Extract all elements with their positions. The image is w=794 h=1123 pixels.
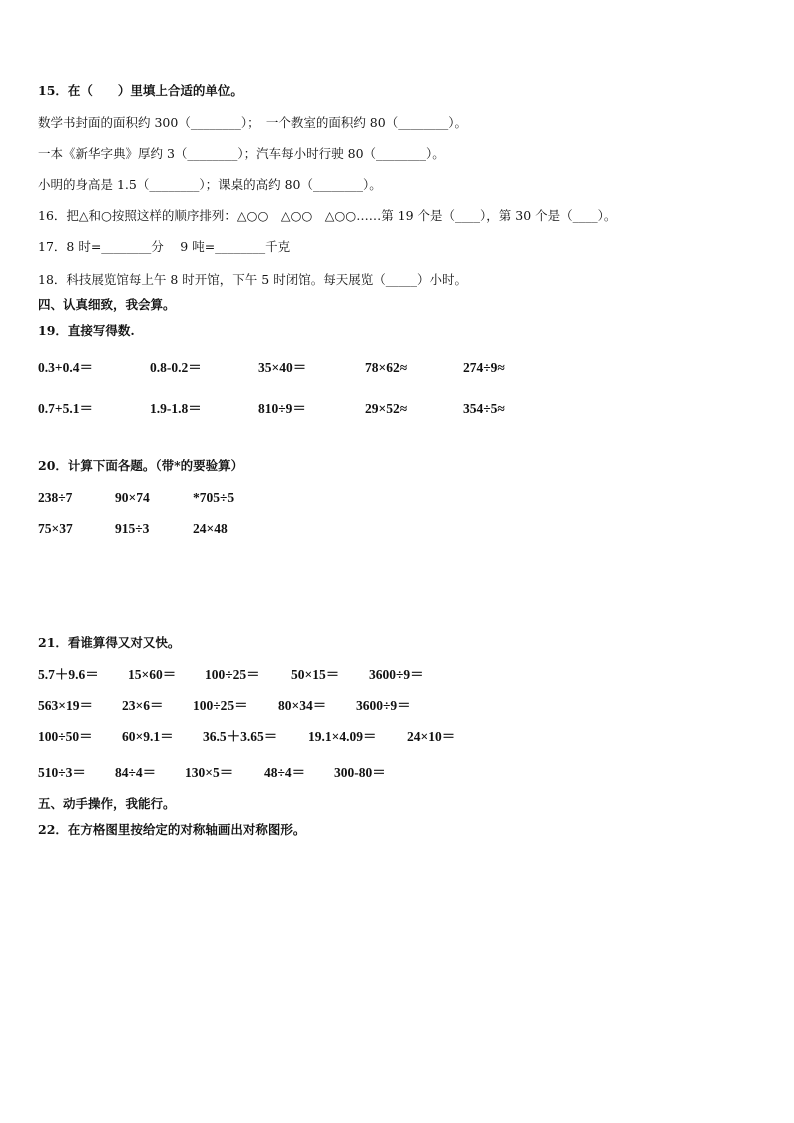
q15-line-1: 数学书封面的面积约 300（________）； 一个教室的面积约 80（________）。 — [38, 115, 467, 130]
q20-item: 915÷3 — [115, 521, 150, 536]
q21-item: 36.5＋3.65＝ — [203, 729, 278, 744]
q21-item: 80×34＝ — [278, 698, 327, 713]
q16-text: 16．把△和○按照这样的顺序排列：△○○ △○○ △○○……第 19 个是（____），第 30 个是（____）。 — [38, 208, 617, 223]
q21-item: 15×60＝ — [128, 667, 177, 682]
q21-item: 100÷25＝ — [205, 667, 260, 682]
q21-item: 5.7＋9.6＝ — [38, 667, 99, 682]
q21-item: 563×19＝ — [38, 698, 93, 713]
q19-item: 0.3+0.4＝ — [38, 360, 93, 375]
q19-item: 0.8-0.2＝ — [150, 360, 202, 375]
q21-item: 3600÷9＝ — [369, 667, 424, 682]
q15-line-3: 小明的身高是 1.5（________）；课桌的高约 80（________）。 — [38, 177, 382, 192]
q15-line-2: 一本《新华字典》厚约 3（________）；汽车每小时行驶 80（________）。 — [38, 146, 445, 161]
q15-title: 15．在（ ）里填上合适的单位。 — [38, 83, 243, 98]
q21-item: 130×5＝ — [185, 765, 234, 780]
q21-item: 60×9.1＝ — [122, 729, 174, 744]
q19-item: 1.9-1.8＝ — [150, 401, 202, 416]
q21-item: 3600÷9＝ — [356, 698, 411, 713]
q21-title: 21．看谁算得又对又快。 — [38, 635, 181, 650]
q19-item: 354÷5≈ — [463, 401, 505, 416]
q21-item: 48÷4＝ — [264, 765, 306, 780]
q21-item: 510÷3＝ — [38, 765, 86, 780]
q21-item: 19.1×4.09＝ — [308, 729, 377, 744]
section-5-heading: 五、动手操作，我能行。 — [38, 796, 176, 811]
q20-item: 90×74 — [115, 490, 150, 505]
q21-item: 300-80＝ — [334, 765, 386, 780]
q21-item: 24×10＝ — [407, 729, 456, 744]
q21-item: 50×15＝ — [291, 667, 340, 682]
q19-item: 0.7+5.1＝ — [38, 401, 93, 416]
q20-item: 238÷7 — [38, 490, 73, 505]
q19-item: 35×40＝ — [258, 360, 307, 375]
section-4-heading: 四、认真细致，我会算。 — [38, 297, 176, 312]
q20-item: 75×37 — [38, 521, 73, 536]
q21-item: 100÷50＝ — [38, 729, 93, 744]
q20-item: *705÷5 — [193, 490, 235, 505]
q22-text: 22．在方格图里按给定的对称轴画出对称图形。 — [38, 822, 306, 837]
q20-title: 20．计算下面各题。（带*的要验算） — [38, 458, 244, 473]
q20-item: 24×48 — [193, 521, 228, 536]
q17-text: 17．8 时=________分 9 吨=________千克 — [38, 239, 291, 254]
q19-title: 19．直接写得数. — [38, 323, 135, 338]
q21-item: 84÷4＝ — [115, 765, 157, 780]
q19-item: 274÷9≈ — [463, 360, 505, 375]
q21-item: 100÷25＝ — [193, 698, 248, 713]
q18-text: 18．科技展览馆每上午 8 时开馆，下午 5 时闭馆。每天展览（_____）小时。 — [38, 272, 467, 287]
q21-item: 23×6＝ — [122, 698, 164, 713]
q19-item: 29×52≈ — [365, 401, 408, 416]
q19-item: 810÷9＝ — [258, 401, 306, 416]
q19-item: 78×62≈ — [365, 360, 408, 375]
